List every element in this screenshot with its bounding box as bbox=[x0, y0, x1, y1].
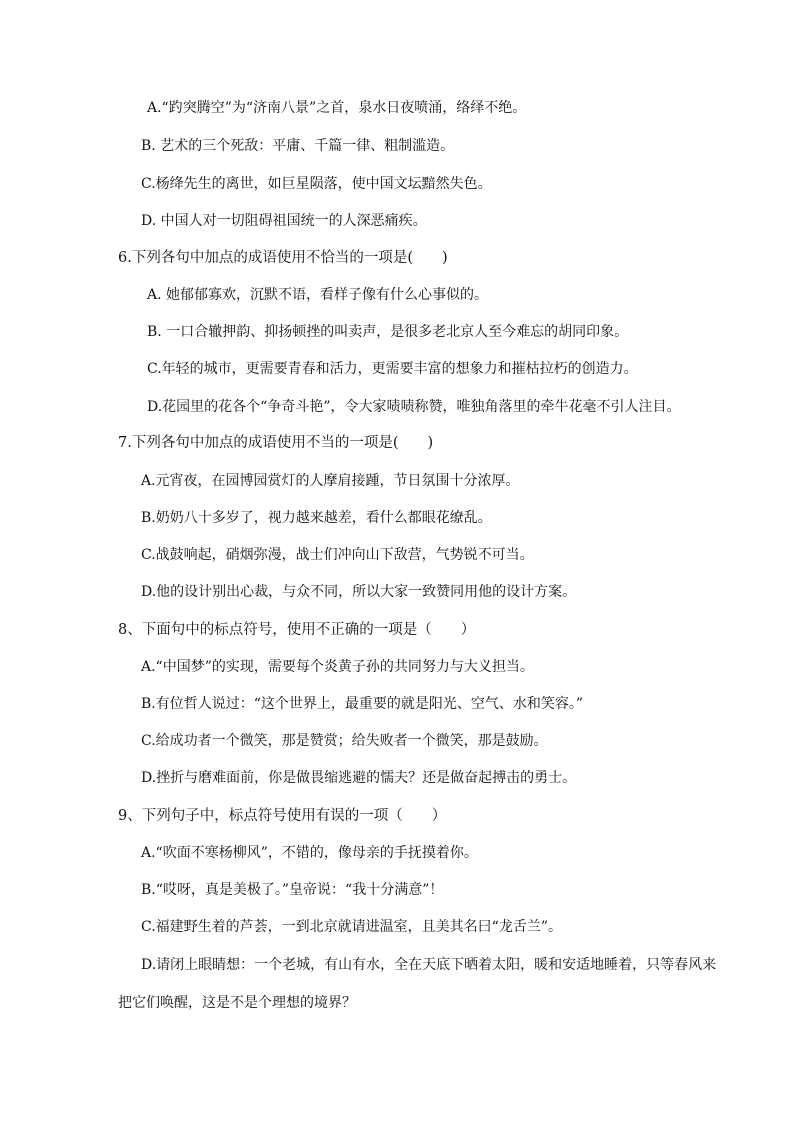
q5-option-d: D. 中国人对一切阻碍祖国统一的人深恶痛疾。 bbox=[141, 213, 427, 229]
q7-option-b: B.奶奶八十多岁了，视力越来越差，看什么都眼花缭乱。 bbox=[141, 510, 492, 526]
q6-option-b: B. 一口合辙押韵、抑扬顿挫的叫卖声，是很多老北京人至今难忘的胡同印象。 bbox=[147, 324, 629, 340]
q6-stem: 6.下列各句中加点的成语使用不恰当的一项是( ) bbox=[118, 250, 448, 266]
q9-option-c: C.福建野生着的芦荟，一到北京就请进温室，且美其名曰“龙舌兰”。 bbox=[141, 919, 562, 935]
q7-option-d: D.他的设计别出心裁，与众不同，所以大家一致赞同用他的设计方案。 bbox=[141, 584, 577, 600]
q8-option-b: B.有位哲人说过：“这个世界上，最重要的就是阳光、空气、水和笑容。” bbox=[141, 696, 584, 712]
q8-option-a: A.“中国梦”的实现，需要每个炎黄子孙的共同努力与大义担当。 bbox=[141, 659, 534, 675]
q9-option-a: A.“吹面不寒杨柳风”，不错的，像母亲的手抚摸着你。 bbox=[141, 845, 478, 861]
q9-option-d: D.请闭上眼睛想：一个老城，有山有水，全在天底下晒着太阳，暖和安适地睡着，只等春风来把它们唤醒，这是不是个理想的境界？ bbox=[118, 957, 717, 1011]
q5-option-c: C.杨绛先生的离世，如巨星陨落，使中国文坛黯然失色。 bbox=[141, 176, 492, 192]
q7-stem: 7.下列各句中加点的成语使用不当的一项是( ) bbox=[118, 435, 434, 451]
q8-option-c: C.给成功者一个微笑，那是赞赏；给失败者一个微笑，那是鼓励。 bbox=[141, 733, 548, 749]
q9-stem: 9、下列句子中，标点符号使用有误的一项（ ） bbox=[118, 808, 447, 824]
q7-option-c: C.战鼓响起，硝烟弥漫，战士们冲向山下敌营，气势锐不可当。 bbox=[141, 547, 534, 563]
q5-option-b: B. 艺术的三个死敌：平庸、千篇一律、粗制滥造。 bbox=[141, 138, 455, 154]
q7-option-a: A.元宵夜，在园博园赏灯的人摩肩接踵，节日氛围十分浓厚。 bbox=[141, 473, 520, 489]
q6-option-c: C.年轻的城市，更需要青春和活力，更需要丰富的想象力和摧枯拉朽的创造力。 bbox=[147, 361, 638, 377]
q8-option-d: D.挫折与磨难面前，你是做畏缩逃避的懦夫？还是做奋起搏击的勇士。 bbox=[141, 770, 577, 786]
q5-option-a: A.“趵突腾空”为“济南八景”之首，泉水日夜喷涌，络绎不绝。 bbox=[147, 100, 527, 116]
q6-option-a: A. 她郁郁寡欢，沉默不语，看样子像有什么心事似的。 bbox=[147, 287, 489, 303]
q6-option-d: D.花园里的花各个“争奇斗艳”，令大家啧啧称赞，唯独角落里的牵牛花毫不引人注目。 bbox=[147, 399, 681, 415]
q9-option-b: B.“哎呀，真是美极了。”皇帝说：“我十分满意”！ bbox=[141, 882, 444, 898]
q8-stem: 8、下面句中的标点符号，使用不正确的一项是（ ） bbox=[118, 622, 476, 638]
